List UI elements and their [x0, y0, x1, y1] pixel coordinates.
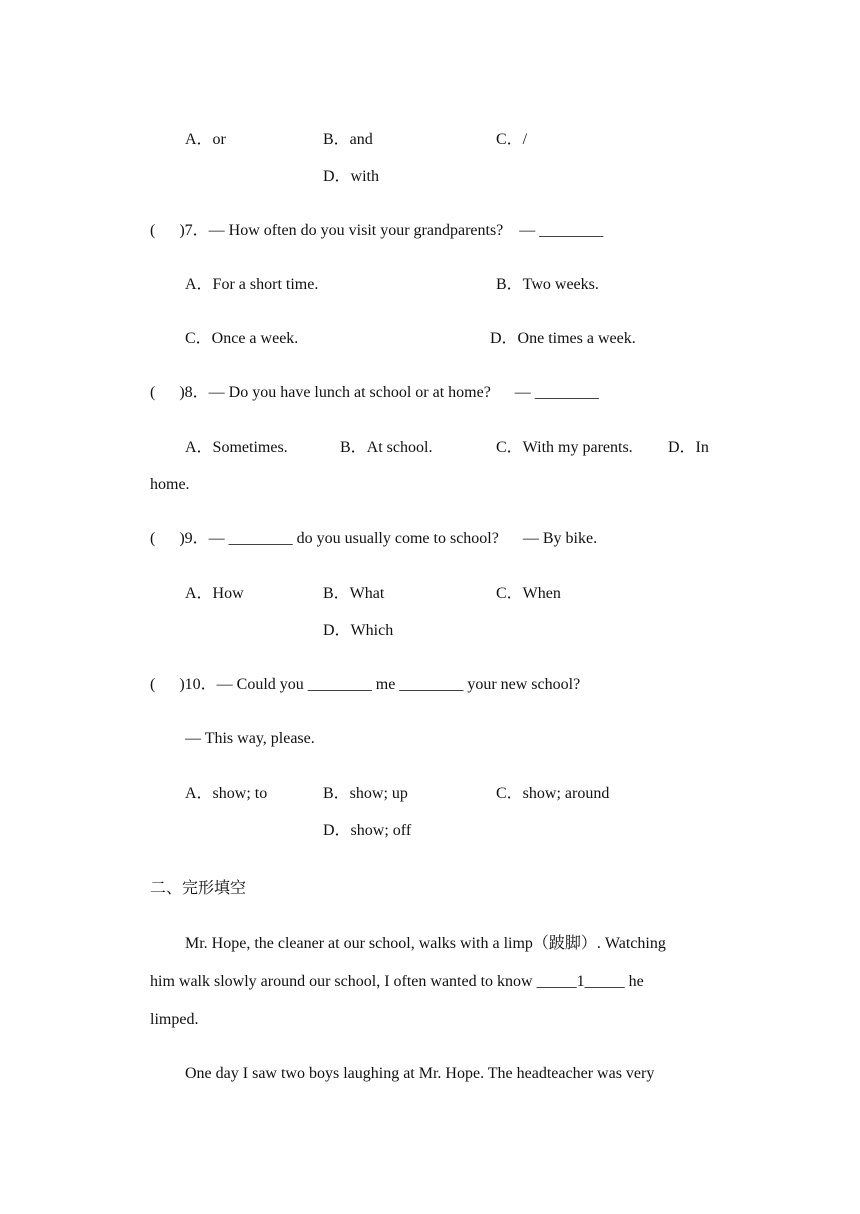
q9-stem: ( )9．— ________ do you usually come to school? — By bike. — [150, 530, 598, 547]
q10-option-c: C．show; around — [496, 785, 610, 802]
passage-line: Mr. Hope, the cleaner at our school, walks with a limp（跛脚）. Watching — [185, 935, 666, 952]
q7-option-c: C．Once a week. — [185, 330, 299, 347]
q10-option-b: B．show; up — [323, 785, 408, 802]
q10-reply: — This way, please. — [185, 730, 315, 747]
q10-option-d: D．show; off — [323, 822, 412, 839]
passage-line: him walk slowly around our school, I often wanted to know _____1_____ he — [150, 973, 644, 990]
q8-option-b: B．At school. — [340, 439, 433, 456]
q8-option-d-wrap: home. — [150, 476, 190, 493]
q8-option-a: A．Sometimes. — [185, 439, 288, 456]
q7-option-d: D．One times a week. — [490, 330, 636, 347]
q9-option-d: D．Which — [323, 622, 394, 639]
section-heading: 二、完形填空 — [150, 880, 247, 897]
q9-option-a: A．How — [185, 585, 244, 602]
q10-stem: ( )10．— Could you ________ me ________ your new school? — [150, 676, 581, 693]
q9-option-b: B．What — [323, 585, 385, 602]
q7-stem: ( )7．— How often do you visit your grandparents? — ________ — [150, 222, 604, 239]
q6-option-c: C．/ — [496, 131, 528, 148]
q8-option-d: D．In — [668, 439, 709, 456]
q7-option-a: A．For a short time. — [185, 276, 319, 293]
q7-option-b: B．Two weeks. — [496, 276, 599, 293]
q9-option-c: C．When — [496, 585, 561, 602]
q6-option-a: A．or — [185, 131, 226, 148]
passage-line: One day I saw two boys laughing at Mr. Hope. The headteacher was very — [185, 1065, 655, 1082]
q6-option-b: B．and — [323, 131, 373, 148]
q8-stem: ( )8．— Do you have lunch at school or at home? — ________ — [150, 384, 599, 401]
q10-option-a: A．show; to — [185, 785, 268, 802]
q6-option-d: D．with — [323, 168, 380, 185]
q8-option-c: C．With my parents. — [496, 439, 633, 456]
passage-line: limped. — [150, 1011, 199, 1028]
